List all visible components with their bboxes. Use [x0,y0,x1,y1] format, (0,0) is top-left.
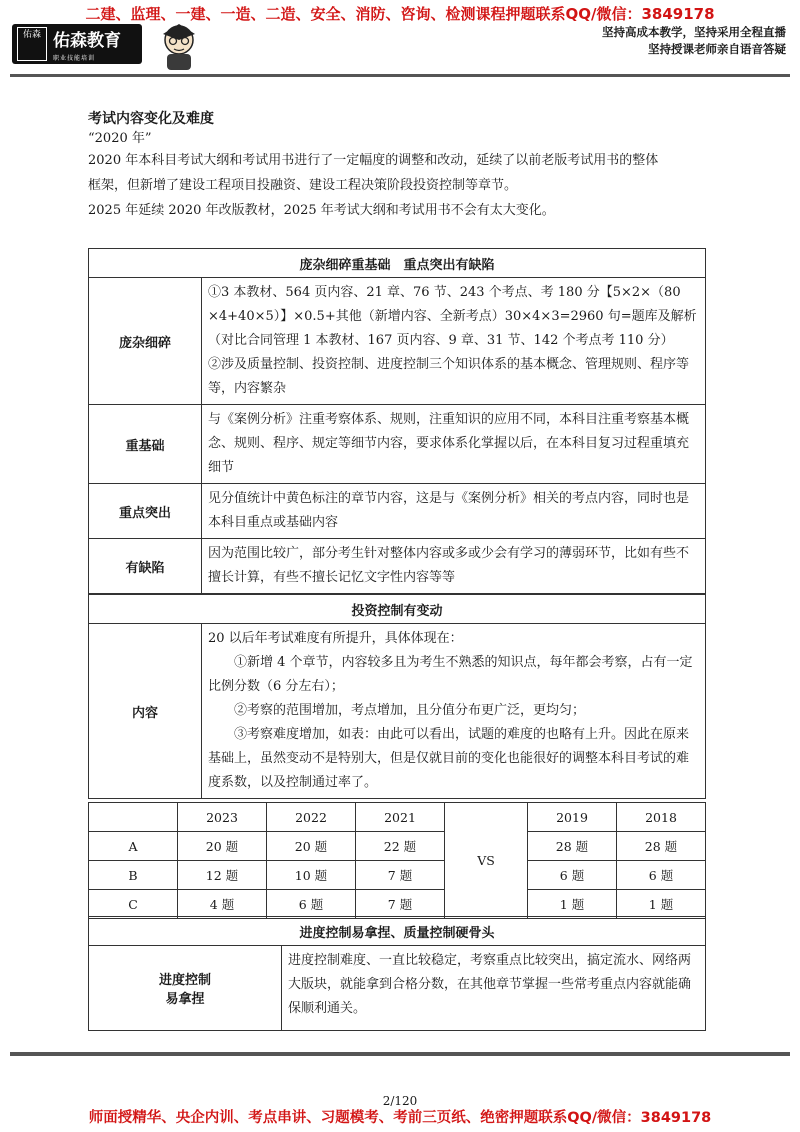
year-quote: “2020 年” [88,131,152,146]
stats-row-label: A [89,832,178,861]
stats-cell: 6 题 [267,890,356,919]
schedule-table-title: 进度控制易拿捏、质量控制硬骨头 [89,917,706,946]
stats-header-row [89,803,706,832]
investment-row-label: 内容 [89,624,202,799]
stats-cell: 6 题 [528,861,617,890]
intro-line-1: 2020 年本科目考试大纲和考试用书进行了一定幅度的调整和改动，延续了以前老版考试用书的整体 [88,153,659,168]
footer-divider [10,1052,790,1056]
schedule-row-label [89,946,282,1031]
stats-row-label: B [89,861,178,890]
stats-cell: 28 题 [528,832,617,861]
logo-seal: 佑森 [17,27,47,61]
row-text-quexian: 因为范围比较广，部分考生针对整体内容或多或少会有学习的薄弱环节，比如有些不擅长计算，有些不擅长记忆文字性内容等等 [202,539,706,594]
table-row [89,861,706,890]
schedule-label-line-2: 易拿捏 [165,992,205,1007]
row-label-quexian: 有缺陷 [89,539,202,594]
year-header: 2021 [356,803,445,832]
stats-cell: 20 题 [267,832,356,861]
stats-cell: 12 题 [178,861,267,890]
section-title: 考试内容变化及难度 [88,111,214,127]
year-header: 2022 [267,803,356,832]
logo-text [53,26,121,62]
investment-row-text [202,624,706,799]
row-label-pangza: 庞杂细碎 [89,278,202,405]
slogan-line-2: 坚持授课老师亲自语音答疑 [648,42,786,56]
table-row [89,890,706,919]
stats-cell: 1 题 [617,890,706,919]
year-header: 2023 [178,803,267,832]
investment-point-1: ①新增 4 个章节，内容较多且为考生不熟悉的知识点，每年都会考察，占有一定比例分数（6 分左右）； [208,655,693,694]
row-label-jichu: 重基础 [89,405,202,484]
mascot-icon [150,20,208,72]
overview-table-title: 庞杂细碎重基础 重点突出有缺陷 [89,249,706,278]
top-promo-banner: 二建、监理、一建、一造、二造、安全、消防、咨询、检测课程押题联系QQ/微信：3849178 [85,5,715,23]
logo-subtitle: 职业技能培训 [53,55,96,62]
intro-line-2: 框架，但新增了建设工程项目投融资、建设工程决策阶段投资控制等章节。 [88,178,518,193]
overview-table [88,248,706,594]
table-row [89,832,706,861]
intro-line-3: 2025 年延续 2020 年改版教材，2025 年考试大纲和考试用书不会有太大变化。 [88,203,555,218]
investment-intro: 20 以后年考试难度有所提升，具体体现在： [208,631,463,646]
row-label-zhongdian: 重点突出 [89,484,202,539]
pangza-point-2: ②涉及质量控制、投资控制、进度控制三个知识体系的基本概念、管理规则、程序等等，内容繁杂 [208,357,690,396]
stats-row-label: C [89,890,178,919]
brand-logo [12,24,142,64]
investment-table-title: 投资控制有变动 [89,595,706,624]
logo-name: 佑森教育 [53,31,121,51]
bottom-promo-banner: 师面授精华、央企内训、考点串讲、习题模考、考前三页纸、绝密押题联系QQ/微信：3849178 [88,1110,712,1126]
pangza-point-1: ①3 本教材、564 页内容、21 章、76 节、243 个考点、考 180 分【5×2×（80 ×4+40×5）】×0.5+其他（新增内容、全新考点）30×4×3=2960 句=题库及解析（对比合同管理 1 本教材、167 页内容、9 章、31 节、142 个考点考 110 分） [208,285,697,348]
header-divider [10,74,790,77]
schedule-row-text: 进度控制难度、一直比较稳定，考察重点比较突出，搞定流水、网络两大版块，就能拿到合格分数，在其他章节掌握一些常考重点内容就能确保顺利通关。 [282,946,706,1031]
investment-table [88,594,706,799]
stats-cell: 20 题 [178,832,267,861]
header-slogans [516,24,786,58]
schedule-table [88,916,706,1031]
stats-corner [89,803,178,832]
slogan-line-1: 坚持高成本教学，坚持采用全程直播 [602,25,786,39]
row-text-jichu: 与《案例分析》注重考察体系、规则，注重知识的应用不同，本科目注重考察基本概念、规则、程序、规定等细节内容，要求体系化掌握以后，在本科目复习过程重填充细节 [202,405,706,484]
schedule-label-line-1: 进度控制 [158,973,211,988]
investment-point-3: ③考察难度增加，如表：由此可以看出，试题的难度的也略有上升。因此在原来基础上，虽然变动不是特别大，但是仅就目前的变化也能很好的调整本科目考试的难度系数，以及控制通过率了。 [208,727,690,790]
stats-cell: 10 题 [267,861,356,890]
stats-cell: 7 题 [356,890,445,919]
investment-point-2: ②考察的范围增加，考点增加，且分值分布更广泛，更均匀； [234,703,586,718]
row-text-pangza [202,278,706,405]
vs-label: VS [445,803,528,919]
row-text-zhongdian: 见分值统计中黄色标注的章节内容，这是与《案例分析》相关的考点内容，同时也是本科目重点或基础内容 [202,484,706,539]
year-header: 2018 [617,803,706,832]
year-header: 2019 [528,803,617,832]
stats-cell: 6 题 [617,861,706,890]
page-number: 2/120 [382,1094,418,1108]
stats-cell: 22 题 [356,832,445,861]
stats-cell: 4 题 [178,890,267,919]
question-count-table [88,802,706,919]
stats-cell: 28 题 [617,832,706,861]
stats-cell: 7 题 [356,861,445,890]
stats-cell: 1 题 [528,890,617,919]
